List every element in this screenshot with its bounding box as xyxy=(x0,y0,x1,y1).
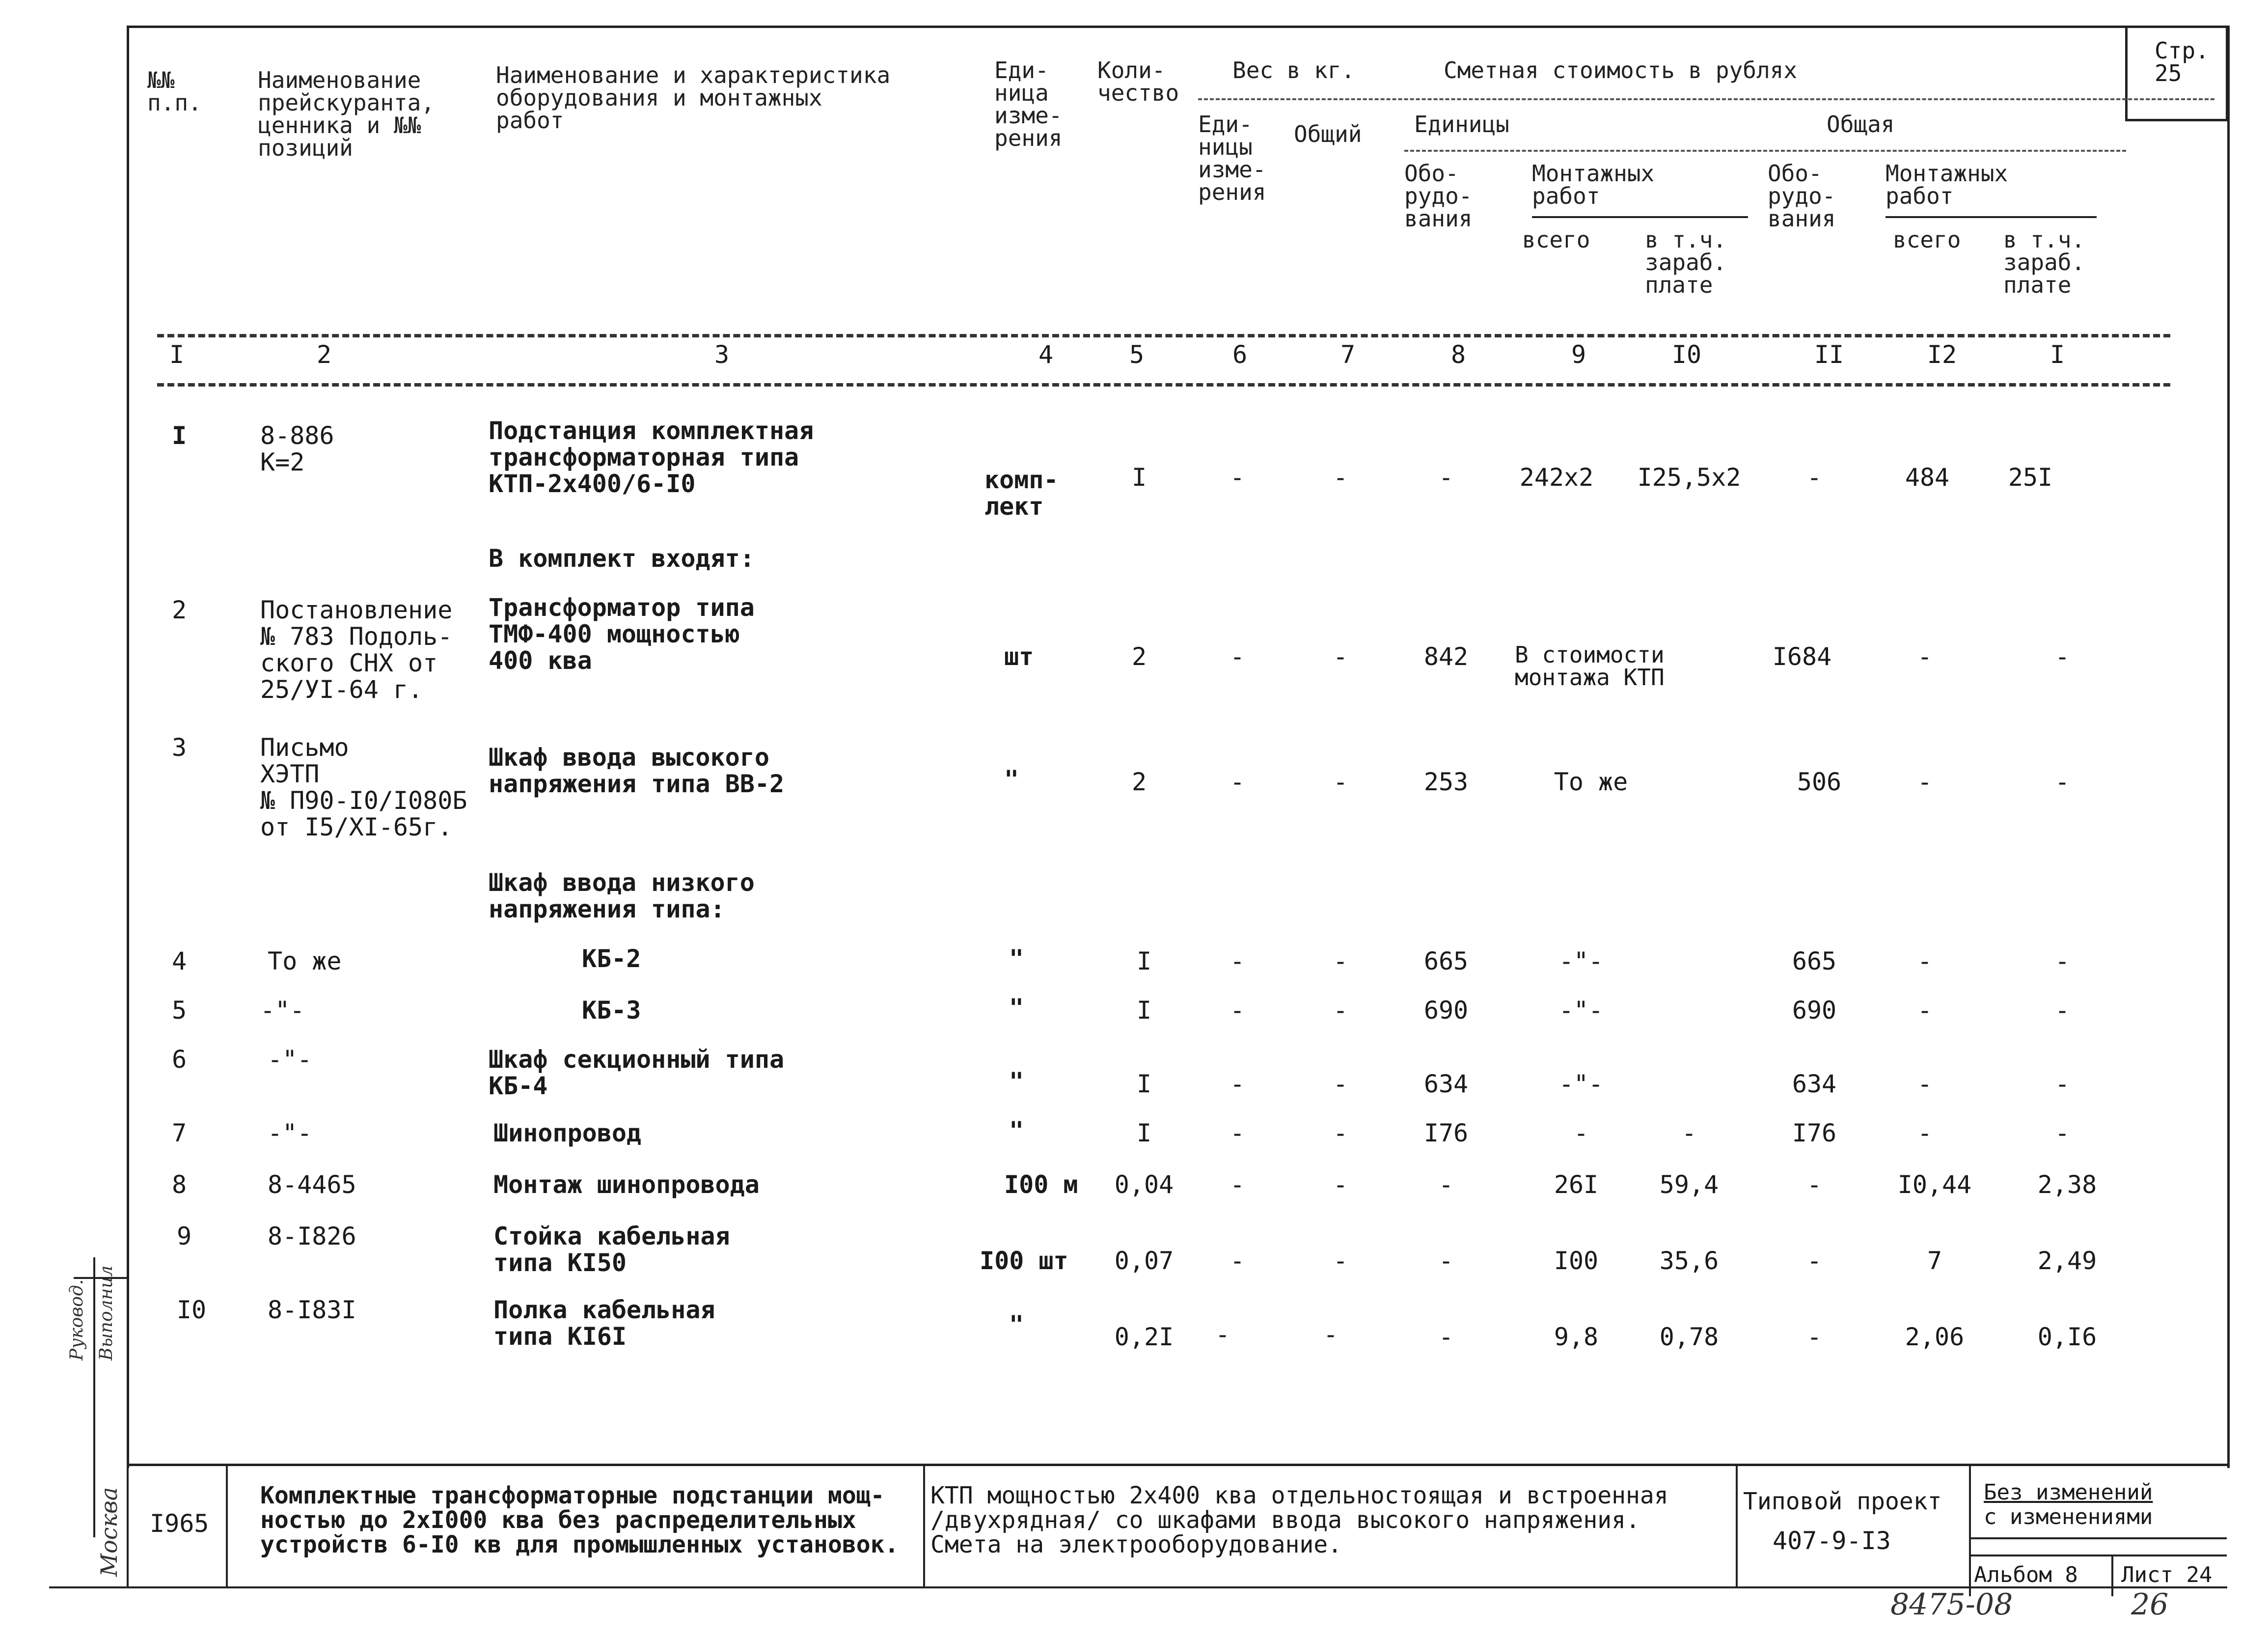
row-qty: I xyxy=(1136,1070,1152,1098)
side-stamp-executor: Выполнил xyxy=(96,1265,116,1360)
column-number: 8 xyxy=(1450,340,1466,369)
row-section-title: Шкаф ввода низкого напряжения типа: xyxy=(489,868,755,923)
handwritten-page: 26 xyxy=(2131,1587,2169,1622)
row-number: 4 xyxy=(171,947,187,975)
row-total-salary: - xyxy=(2054,1119,2070,1147)
handwritten-code: 8475-08 xyxy=(1890,1587,2013,1622)
row-qty: I xyxy=(1136,996,1152,1025)
row-total-all: - xyxy=(1917,1119,1933,1147)
row-weight-unit: - xyxy=(1230,947,1245,975)
row-unit-mounting: -"- xyxy=(1558,947,1604,975)
side-stamp-line xyxy=(74,1277,128,1279)
row-total-all: 7 xyxy=(1927,1247,1942,1275)
row-total-salary: - xyxy=(2054,996,2070,1025)
row-total-equipment: 634 xyxy=(1792,1070,1837,1098)
column-number-divider-bottom xyxy=(157,383,2170,387)
row-weight-unit: - xyxy=(1230,1119,1245,1147)
header-equipment-name: Наименование и характеристика оборудования и монтажных работ xyxy=(496,62,891,134)
row-unit: I00 шт xyxy=(980,1247,1068,1275)
row-unit-mounting: То же xyxy=(1554,768,1628,796)
row-number: 5 xyxy=(171,996,187,1025)
row-unit: комп- лект xyxy=(984,466,1059,521)
row-weight-total: - xyxy=(1333,1247,1348,1275)
row-weight-total: - xyxy=(1333,768,1348,796)
row-total-salary: - xyxy=(2054,947,2070,975)
row-pricelist: То же xyxy=(268,947,342,975)
row-total-salary: 0,I6 xyxy=(2037,1323,2097,1351)
footer-change-with: с изменениями xyxy=(1984,1504,2153,1529)
row-unit-equipment: - xyxy=(1438,463,1454,492)
row-name: КБ-3 xyxy=(582,996,641,1025)
title-block-divider xyxy=(923,1464,925,1586)
row-unit-salary: 59,4 xyxy=(1659,1170,1719,1199)
column-number: 4 xyxy=(1038,340,1054,369)
row-pricelist: Постановление № 783 Подоль- ского СНХ от 25/УI-64 г. xyxy=(260,596,453,704)
row-unit-salary: I25,5х2 xyxy=(1637,463,1741,492)
footer-project-label: Типовой проект xyxy=(1743,1488,1942,1515)
row-weight-unit: - xyxy=(1230,642,1245,671)
row-total-equipment: - xyxy=(1806,1247,1822,1275)
row-weight-unit: - xyxy=(1230,768,1245,796)
title-block-divider xyxy=(127,1277,129,1586)
row-name: Шинопровод xyxy=(493,1119,642,1147)
header-total-mounting-underline xyxy=(1885,216,2097,218)
row-unit-salary: 0,78 xyxy=(1659,1323,1719,1351)
row-unit-equipment: - xyxy=(1438,1247,1454,1275)
column-number: I xyxy=(169,340,185,369)
footer-sheet: Лист 24 xyxy=(2121,1562,2213,1587)
row-unit-salary: 35,6 xyxy=(1659,1247,1719,1275)
row-name: Шкаф ввода высокого напряжения типа ВВ-2 xyxy=(489,743,785,798)
header-number: №№ п.п. xyxy=(147,67,202,116)
row-name: КБ-2 xyxy=(582,944,641,973)
row-unit-mounting: В стоимости монтажа КТП xyxy=(1515,641,1665,691)
row-total-all: 484 xyxy=(1905,463,1950,492)
title-block-divider xyxy=(1736,1464,1738,1586)
row-unit: I00 м xyxy=(1004,1170,1078,1199)
row-pricelist: -"- xyxy=(268,1045,312,1074)
row-weight-unit: - xyxy=(1230,996,1245,1025)
footer-title: Комплектные трансформаторные подстанции мощ- ностью до 2хI000 ква без распределительных устройств 6-I0 кв для промышленных установок. xyxy=(260,1482,899,1558)
footer-description: КТП мощностью 2х400 ква отдельностоящая и встроенная /двухрядная/ со шкафами ввода высокого напряжения. Смета на электрооборудование. xyxy=(930,1482,1668,1558)
row-qty: 0,07 xyxy=(1114,1247,1174,1275)
row-unit-mounting: 9,8 xyxy=(1554,1323,1599,1351)
row-pricelist: -"- xyxy=(260,996,305,1025)
row-total-all: - xyxy=(1917,1070,1933,1098)
row-total-salary: 25I xyxy=(2008,463,2053,492)
header-pricelist: Наименование прейскуранта, ценника и №№ позиций xyxy=(258,67,435,161)
page-number: Стр. 25 xyxy=(2155,37,2209,86)
title-block-divider xyxy=(1969,1464,1971,1596)
row-total-equipment: - xyxy=(1806,463,1822,492)
row-weight-unit: - xyxy=(1215,1320,1230,1349)
row-qty: 2 xyxy=(1131,642,1147,671)
row-weight-total: - xyxy=(1333,996,1348,1025)
row-total-salary: 2,49 xyxy=(2037,1247,2097,1275)
row-unit-equipment: 842 xyxy=(1423,642,1469,671)
row-unit-equipment: I76 xyxy=(1423,1119,1469,1147)
side-stamp-line xyxy=(93,1257,95,1537)
row-unit-equipment: 690 xyxy=(1423,996,1469,1025)
title-block-divider xyxy=(226,1464,228,1586)
row-number: 8 xyxy=(171,1170,187,1199)
column-number: I xyxy=(2049,340,2065,369)
row-total-all: 2,06 xyxy=(1905,1323,1965,1351)
row-unit-mounting: -"- xyxy=(1558,996,1604,1025)
column-number: I0 xyxy=(1671,340,1702,369)
header-unit: Еди- ница изме- рения xyxy=(994,57,1063,151)
header-unit-all: всего xyxy=(1522,226,1590,253)
row-unit-mounting: I00 xyxy=(1554,1247,1599,1275)
row-unit-equipment: - xyxy=(1438,1170,1454,1199)
title-block-top-border xyxy=(127,1464,2227,1466)
row-pricelist: 8-886 К=2 xyxy=(260,421,334,476)
row-name: Шкаф секционный типа КБ-4 xyxy=(489,1045,785,1100)
row-pricelist: 8-I83I xyxy=(268,1296,356,1324)
side-stamp-city: Москва xyxy=(96,1487,122,1577)
row-number: 9 xyxy=(176,1222,192,1250)
row-total-salary: - xyxy=(2054,768,2070,796)
header-unit-equipment: Обо- рудо- вания xyxy=(1404,160,1473,232)
row-weight-total: - xyxy=(1333,1170,1348,1199)
row-unit-equipment: - xyxy=(1438,1323,1454,1351)
header-unit-mounting-underline xyxy=(1532,216,1748,218)
row-qty: 2 xyxy=(1131,768,1147,796)
row-unit: " xyxy=(1009,1116,1024,1145)
row-total-equipment: - xyxy=(1806,1170,1822,1199)
row-total-salary: - xyxy=(2054,1070,2070,1098)
row-unit: " xyxy=(1009,1310,1024,1339)
row-qty: I xyxy=(1131,463,1147,492)
row-pricelist: 8-I826 xyxy=(268,1222,356,1250)
row-unit: " xyxy=(1004,765,1019,794)
row-unit: " xyxy=(1009,994,1024,1022)
header-total-equipment: Обо- рудо- вания xyxy=(1768,160,1836,232)
row-weight-unit: - xyxy=(1230,1170,1245,1199)
header-cost: Сметная стоимость в рублях xyxy=(1444,57,1798,83)
header-weight-divider xyxy=(1198,98,2214,100)
footer-project-number: 407-9-I3 xyxy=(1773,1527,1891,1555)
row-total-all: - xyxy=(1917,768,1933,796)
header-unit-salary: в т.ч. зараб. плате xyxy=(1645,226,1727,298)
row-total-all: - xyxy=(1917,996,1933,1025)
row-total-equipment: 506 xyxy=(1797,768,1842,796)
row-qty: I xyxy=(1136,1119,1152,1147)
row-weight-unit: - xyxy=(1230,1070,1245,1098)
row-unit: " xyxy=(1009,944,1024,973)
title-block-divider xyxy=(1969,1537,2227,1539)
row-weight-unit: - xyxy=(1230,463,1245,492)
header-total-salary: в т.ч. зараб. плате xyxy=(2003,226,2085,298)
row-weight-total: - xyxy=(1333,1070,1348,1098)
row-number: I xyxy=(171,421,187,450)
row-name: Трансформатор типа ТМФ-400 мощностью 400 ква xyxy=(489,593,755,675)
row-total-equipment: 665 xyxy=(1792,947,1837,975)
row-unit-equipment: 665 xyxy=(1423,947,1469,975)
header-cost-unit: Единицы xyxy=(1414,111,1509,138)
row-total-all: - xyxy=(1917,947,1933,975)
side-stamp-director: Руковод. xyxy=(67,1279,87,1360)
row-unit: шт xyxy=(1004,642,1034,671)
column-number: II xyxy=(1814,340,1844,369)
footer-album: Альбом 8 xyxy=(1974,1562,2078,1587)
row-unit-salary: - xyxy=(1681,1119,1697,1147)
header-total-all: всего xyxy=(1893,226,1961,253)
row-name: Монтаж шинопровода xyxy=(493,1170,760,1199)
footer-change-none: Без изменений xyxy=(1984,1480,2153,1505)
row-total-all: I0,44 xyxy=(1897,1170,1972,1199)
row-number: I0 xyxy=(176,1296,207,1324)
column-number: 6 xyxy=(1232,340,1248,369)
row-pricelist: Письмо ХЭТП № П90-I0/I080Б от I5/XI-65г. xyxy=(260,733,467,841)
row-unit: " xyxy=(1009,1067,1024,1096)
row-unit-equipment: 253 xyxy=(1423,768,1469,796)
header-weight: Вес в кг. xyxy=(1232,57,1355,83)
row-qty: I xyxy=(1136,947,1152,975)
row-qty: 0,04 xyxy=(1114,1170,1174,1199)
header-total-mounting: Монтажных работ xyxy=(1885,160,2008,209)
column-number: 2 xyxy=(316,340,332,369)
row-total-all: - xyxy=(1917,642,1933,671)
row-number: 3 xyxy=(171,733,187,762)
header-weight-unit: Еди- ницы изме- рения xyxy=(1198,111,1266,205)
row-total-equipment: I684 xyxy=(1772,642,1832,671)
row-unit-mounting: 26I xyxy=(1554,1170,1599,1199)
row-weight-total: - xyxy=(1323,1320,1339,1349)
row-total-salary: - xyxy=(2054,642,2070,671)
title-block-divider xyxy=(1969,1555,2227,1556)
column-number: 9 xyxy=(1571,340,1586,369)
row-qty: 0,2I xyxy=(1114,1323,1174,1351)
row-total-equipment: 690 xyxy=(1792,996,1837,1025)
header-cost-divider xyxy=(1404,150,2126,152)
row-unit-mounting: - xyxy=(1573,1119,1589,1147)
footer-year: I965 xyxy=(150,1509,209,1538)
row-total-salary: 2,38 xyxy=(2037,1170,2097,1199)
row-number: 2 xyxy=(171,596,187,624)
row-weight-total: - xyxy=(1333,463,1348,492)
row-pricelist: 8-4465 xyxy=(268,1170,356,1199)
row-section-title: В комплект входят: xyxy=(489,544,755,573)
header-quantity: Коли- чество xyxy=(1097,57,1179,106)
row-weight-unit: - xyxy=(1230,1247,1245,1275)
row-unit-equipment: 634 xyxy=(1423,1070,1469,1098)
column-number: I2 xyxy=(1927,340,1957,369)
column-number: 5 xyxy=(1129,340,1145,369)
row-name: Подстанция комплектная трансформаторная типа КТП-2х400/6-I0 xyxy=(489,416,814,498)
row-number: 6 xyxy=(171,1045,187,1074)
row-number: 7 xyxy=(171,1119,187,1147)
row-weight-total: - xyxy=(1333,642,1348,671)
header-cost-total: Общая xyxy=(1827,111,1895,138)
column-number-divider-top xyxy=(157,334,2170,337)
row-unit-mounting: 242х2 xyxy=(1519,463,1594,492)
header-unit-mounting: Монтажных работ xyxy=(1532,160,1655,209)
row-total-equipment: I76 xyxy=(1792,1119,1837,1147)
row-name: Стойка кабельная типа КI50 xyxy=(493,1222,730,1277)
row-unit-mounting: -"- xyxy=(1558,1070,1604,1098)
column-number: 7 xyxy=(1340,340,1356,369)
row-weight-total: - xyxy=(1333,1119,1348,1147)
title-block-divider xyxy=(2111,1555,2113,1596)
header-weight-total: Общий xyxy=(1294,121,1362,147)
row-name: Полка кабельная типа КI6I xyxy=(493,1296,715,1351)
column-number: 3 xyxy=(714,340,730,369)
row-pricelist: -"- xyxy=(268,1119,312,1147)
row-weight-total: - xyxy=(1333,947,1348,975)
row-total-equipment: - xyxy=(1806,1323,1822,1351)
